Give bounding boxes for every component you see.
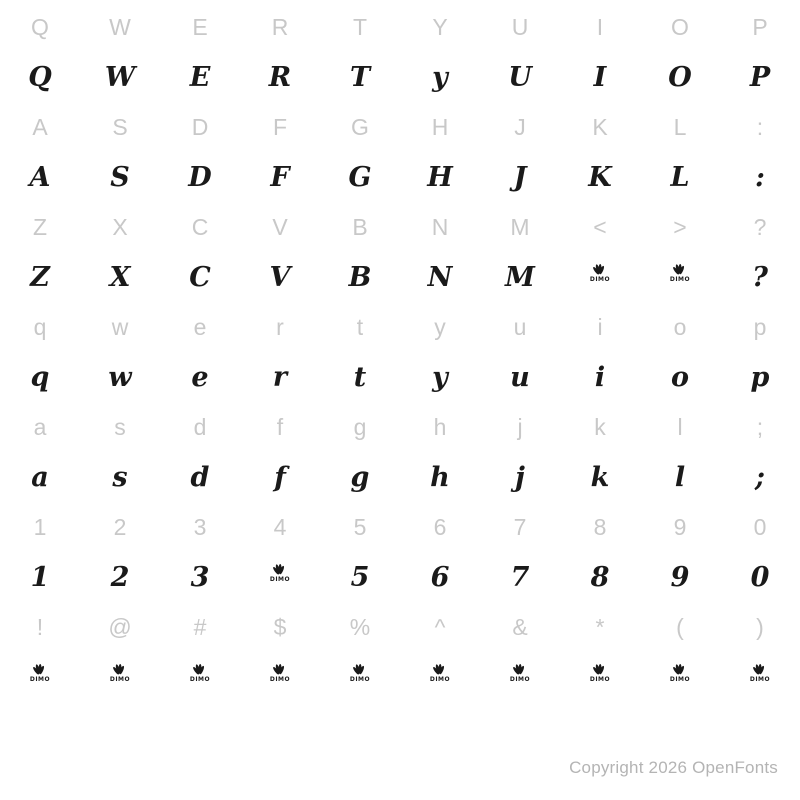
key-label-cell: C — [191, 213, 209, 240]
key-label-cell: 7 — [513, 513, 527, 540]
glyph-cell — [560, 252, 640, 302]
key-label-cell: : — [756, 113, 764, 140]
ornament-label: DIMO — [669, 676, 691, 683]
key-label-cell: y — [434, 313, 446, 340]
glyph-cell: w — [108, 361, 132, 393]
glyph-cell: V — [269, 261, 291, 293]
key-label-cell: J — [514, 113, 526, 140]
glyph-cell: g — [350, 461, 370, 493]
glyph-cell: U — [508, 61, 532, 93]
glyph-cell — [160, 652, 240, 702]
leaf-ornament-icon — [187, 666, 213, 688]
glyph-cell: l — [674, 461, 686, 493]
glyph-cell: A — [29, 161, 51, 193]
leaf-ornament-icon — [667, 666, 693, 688]
glyph-cell: F — [270, 161, 290, 193]
glyph-cell: y — [432, 361, 448, 393]
key-label-cell: h — [433, 413, 447, 440]
key-label-cell: Y — [432, 13, 448, 40]
glyph-cell: : — [755, 161, 765, 193]
key-label-cell: o — [673, 313, 687, 340]
ornament-label: DIMO — [669, 276, 691, 283]
glyph-cell: s — [112, 461, 128, 493]
glyph-cell: e — [191, 361, 209, 393]
glyph-cell — [0, 652, 80, 702]
glyph-cell: 0 — [750, 561, 770, 593]
leaf-ornament-icon — [507, 666, 533, 688]
glyph-cell: H — [427, 161, 453, 193]
ornament-label: DIMO — [749, 676, 771, 683]
glyph-cell: E — [189, 61, 211, 93]
glyph-cell — [80, 652, 160, 702]
key-label-cell: r — [276, 313, 284, 340]
key-label-cell: 4 — [273, 513, 287, 540]
copyright-notice: Copyright 2026 OpenFonts — [569, 758, 778, 777]
ornament-label: DIMO — [269, 676, 291, 683]
key-label-cell: w — [111, 313, 129, 340]
key-label-cell: M — [510, 213, 530, 240]
glyph-cell: a — [31, 461, 49, 493]
key-label-cell: Z — [32, 213, 48, 240]
glyph-cell: K — [588, 161, 612, 193]
glyph-cell: ? — [752, 261, 768, 293]
glyph-cell: o — [670, 361, 689, 393]
glyph-cell: M — [505, 261, 535, 293]
key-label-cell: X — [112, 213, 128, 240]
key-label-cell: R — [271, 13, 289, 40]
leaf-ornament-icon — [267, 666, 293, 688]
glyph-cell: f — [274, 461, 286, 493]
key-label-cell: ? — [753, 213, 767, 240]
glyph-cell — [720, 652, 800, 702]
key-label-cell: & — [512, 613, 528, 640]
key-label-cell: q — [33, 313, 47, 340]
glyph-cell: W — [104, 61, 136, 93]
key-label-cell: # — [193, 613, 207, 640]
key-label-cell: 0 — [753, 513, 767, 540]
glyph-cell: 9 — [670, 561, 690, 593]
key-label-cell: ) — [756, 613, 764, 640]
glyph-cell: 5 — [350, 561, 370, 593]
ornament-label: DIMO — [29, 676, 51, 683]
glyph-cell: I — [593, 61, 607, 93]
key-label-cell: > — [673, 213, 687, 240]
glyph-cell: Q — [28, 61, 52, 93]
key-label-cell: t — [356, 313, 364, 340]
ornament-label: DIMO — [589, 676, 611, 683]
key-label-cell: W — [109, 13, 131, 40]
leaf-ornament-icon — [667, 266, 693, 288]
glyph-cell: 3 — [190, 561, 210, 593]
glyph-cell: R — [268, 61, 292, 93]
key-label-cell: ; — [756, 413, 764, 440]
glyph-cell: r — [272, 361, 288, 393]
key-label-cell: < — [593, 213, 607, 240]
key-label-cell: V — [272, 213, 288, 240]
key-label-cell: d — [193, 413, 207, 440]
key-label-cell: O — [671, 13, 689, 40]
glyph-cell: B — [348, 261, 372, 293]
key-label-cell: 8 — [593, 513, 607, 540]
key-label-cell: 1 — [33, 513, 47, 540]
glyph-cell: S — [110, 161, 130, 193]
key-label-cell: @ — [108, 613, 132, 640]
key-label-cell: i — [597, 313, 603, 340]
glyph-cell: X — [109, 261, 131, 293]
glyph-cell: 6 — [430, 561, 450, 593]
ornament-label: DIMO — [269, 576, 291, 583]
key-label-cell: T — [352, 13, 368, 40]
leaf-ornament-icon — [427, 666, 453, 688]
key-label-cell: s — [114, 413, 126, 440]
glyph-cell: d — [190, 461, 210, 493]
key-label-cell: k — [594, 413, 606, 440]
glyph-cell — [240, 652, 320, 702]
glyph-cell: 2 — [110, 561, 130, 593]
leaf-ornament-icon — [587, 666, 613, 688]
key-label-cell: % — [349, 613, 371, 640]
glyph-cell: k — [590, 461, 610, 493]
glyph-cell: O — [668, 61, 692, 93]
glyph-cell: p — [750, 361, 770, 393]
key-label-cell: K — [592, 113, 608, 140]
ornament-label: DIMO — [509, 676, 531, 683]
key-label-cell: $ — [273, 613, 287, 640]
key-label-cell: e — [193, 313, 207, 340]
key-label-cell: L — [673, 113, 687, 140]
glyph-cell — [240, 552, 320, 602]
glyph-cell — [400, 652, 480, 702]
glyph-cell — [320, 652, 400, 702]
key-label-cell: B — [352, 213, 368, 240]
glyph-cell: ; — [755, 461, 765, 493]
glyph-cell — [480, 652, 560, 702]
key-label-cell: g — [353, 413, 367, 440]
ornament-label: DIMO — [589, 276, 611, 283]
key-label-cell: a — [33, 413, 47, 440]
glyph-cell: i — [594, 361, 606, 393]
key-label-cell: ^ — [434, 613, 446, 640]
key-label-cell: p — [753, 313, 767, 340]
key-label-cell: S — [112, 113, 128, 140]
key-label-cell: E — [192, 13, 208, 40]
glyph-cell: t — [353, 361, 367, 393]
ornament-label: DIMO — [349, 676, 371, 683]
glyph-cell — [640, 652, 720, 702]
leaf-ornament-icon — [747, 666, 773, 688]
glyph-cell: J — [513, 161, 527, 193]
glyph-cell: u — [510, 361, 530, 393]
key-label-cell: D — [191, 113, 209, 140]
glyph-cell: 8 — [590, 561, 610, 593]
glyph-cell: 7 — [510, 561, 530, 593]
key-label-cell: Q — [31, 13, 49, 40]
key-label-cell: f — [276, 413, 284, 440]
glyph-cell: G — [348, 161, 372, 193]
ornament-label: DIMO — [109, 676, 131, 683]
glyph-cell: T — [349, 61, 371, 93]
glyph-cell: P — [749, 61, 771, 93]
key-label-cell: H — [431, 113, 449, 140]
key-label-cell: N — [431, 213, 449, 240]
key-label-cell: j — [517, 413, 523, 440]
key-label-cell: 5 — [353, 513, 367, 540]
leaf-ornament-icon — [587, 266, 613, 288]
leaf-ornament-icon — [267, 566, 293, 588]
key-label-cell: G — [351, 113, 369, 140]
glyph-cell: Z — [30, 261, 50, 293]
glyph-cell: q — [30, 361, 50, 393]
leaf-ornament-icon — [347, 666, 373, 688]
key-label-cell: 9 — [673, 513, 687, 540]
key-label-cell: 3 — [193, 513, 207, 540]
key-label-cell: A — [32, 113, 48, 140]
key-label-cell: U — [511, 13, 529, 40]
glyph-cell: y — [432, 61, 448, 93]
key-label-cell: l — [677, 413, 683, 440]
glyph-cell: 1 — [30, 561, 50, 593]
glyph-cell: h — [430, 461, 450, 493]
leaf-ornament-icon — [107, 666, 133, 688]
key-label-cell: * — [595, 613, 605, 640]
glyph-cell: L — [670, 161, 690, 193]
key-label-cell: F — [272, 113, 288, 140]
glyph-cell: D — [188, 161, 212, 193]
key-label-cell: 6 — [433, 513, 447, 540]
leaf-ornament-icon — [27, 666, 53, 688]
key-label-cell: ! — [36, 613, 44, 640]
glyph-cell: N — [427, 261, 453, 293]
key-label-cell: P — [752, 13, 768, 40]
glyph-cell — [560, 652, 640, 702]
key-label-cell: u — [513, 313, 527, 340]
key-label-cell: I — [596, 13, 604, 40]
key-label-cell: ( — [676, 613, 684, 640]
ornament-label: DIMO — [189, 676, 211, 683]
glyph-cell: C — [189, 261, 211, 293]
glyph-cell: j — [515, 461, 525, 493]
ornament-label: DIMO — [429, 676, 451, 683]
glyph-cell — [640, 252, 720, 302]
key-label-cell: 2 — [113, 513, 127, 540]
